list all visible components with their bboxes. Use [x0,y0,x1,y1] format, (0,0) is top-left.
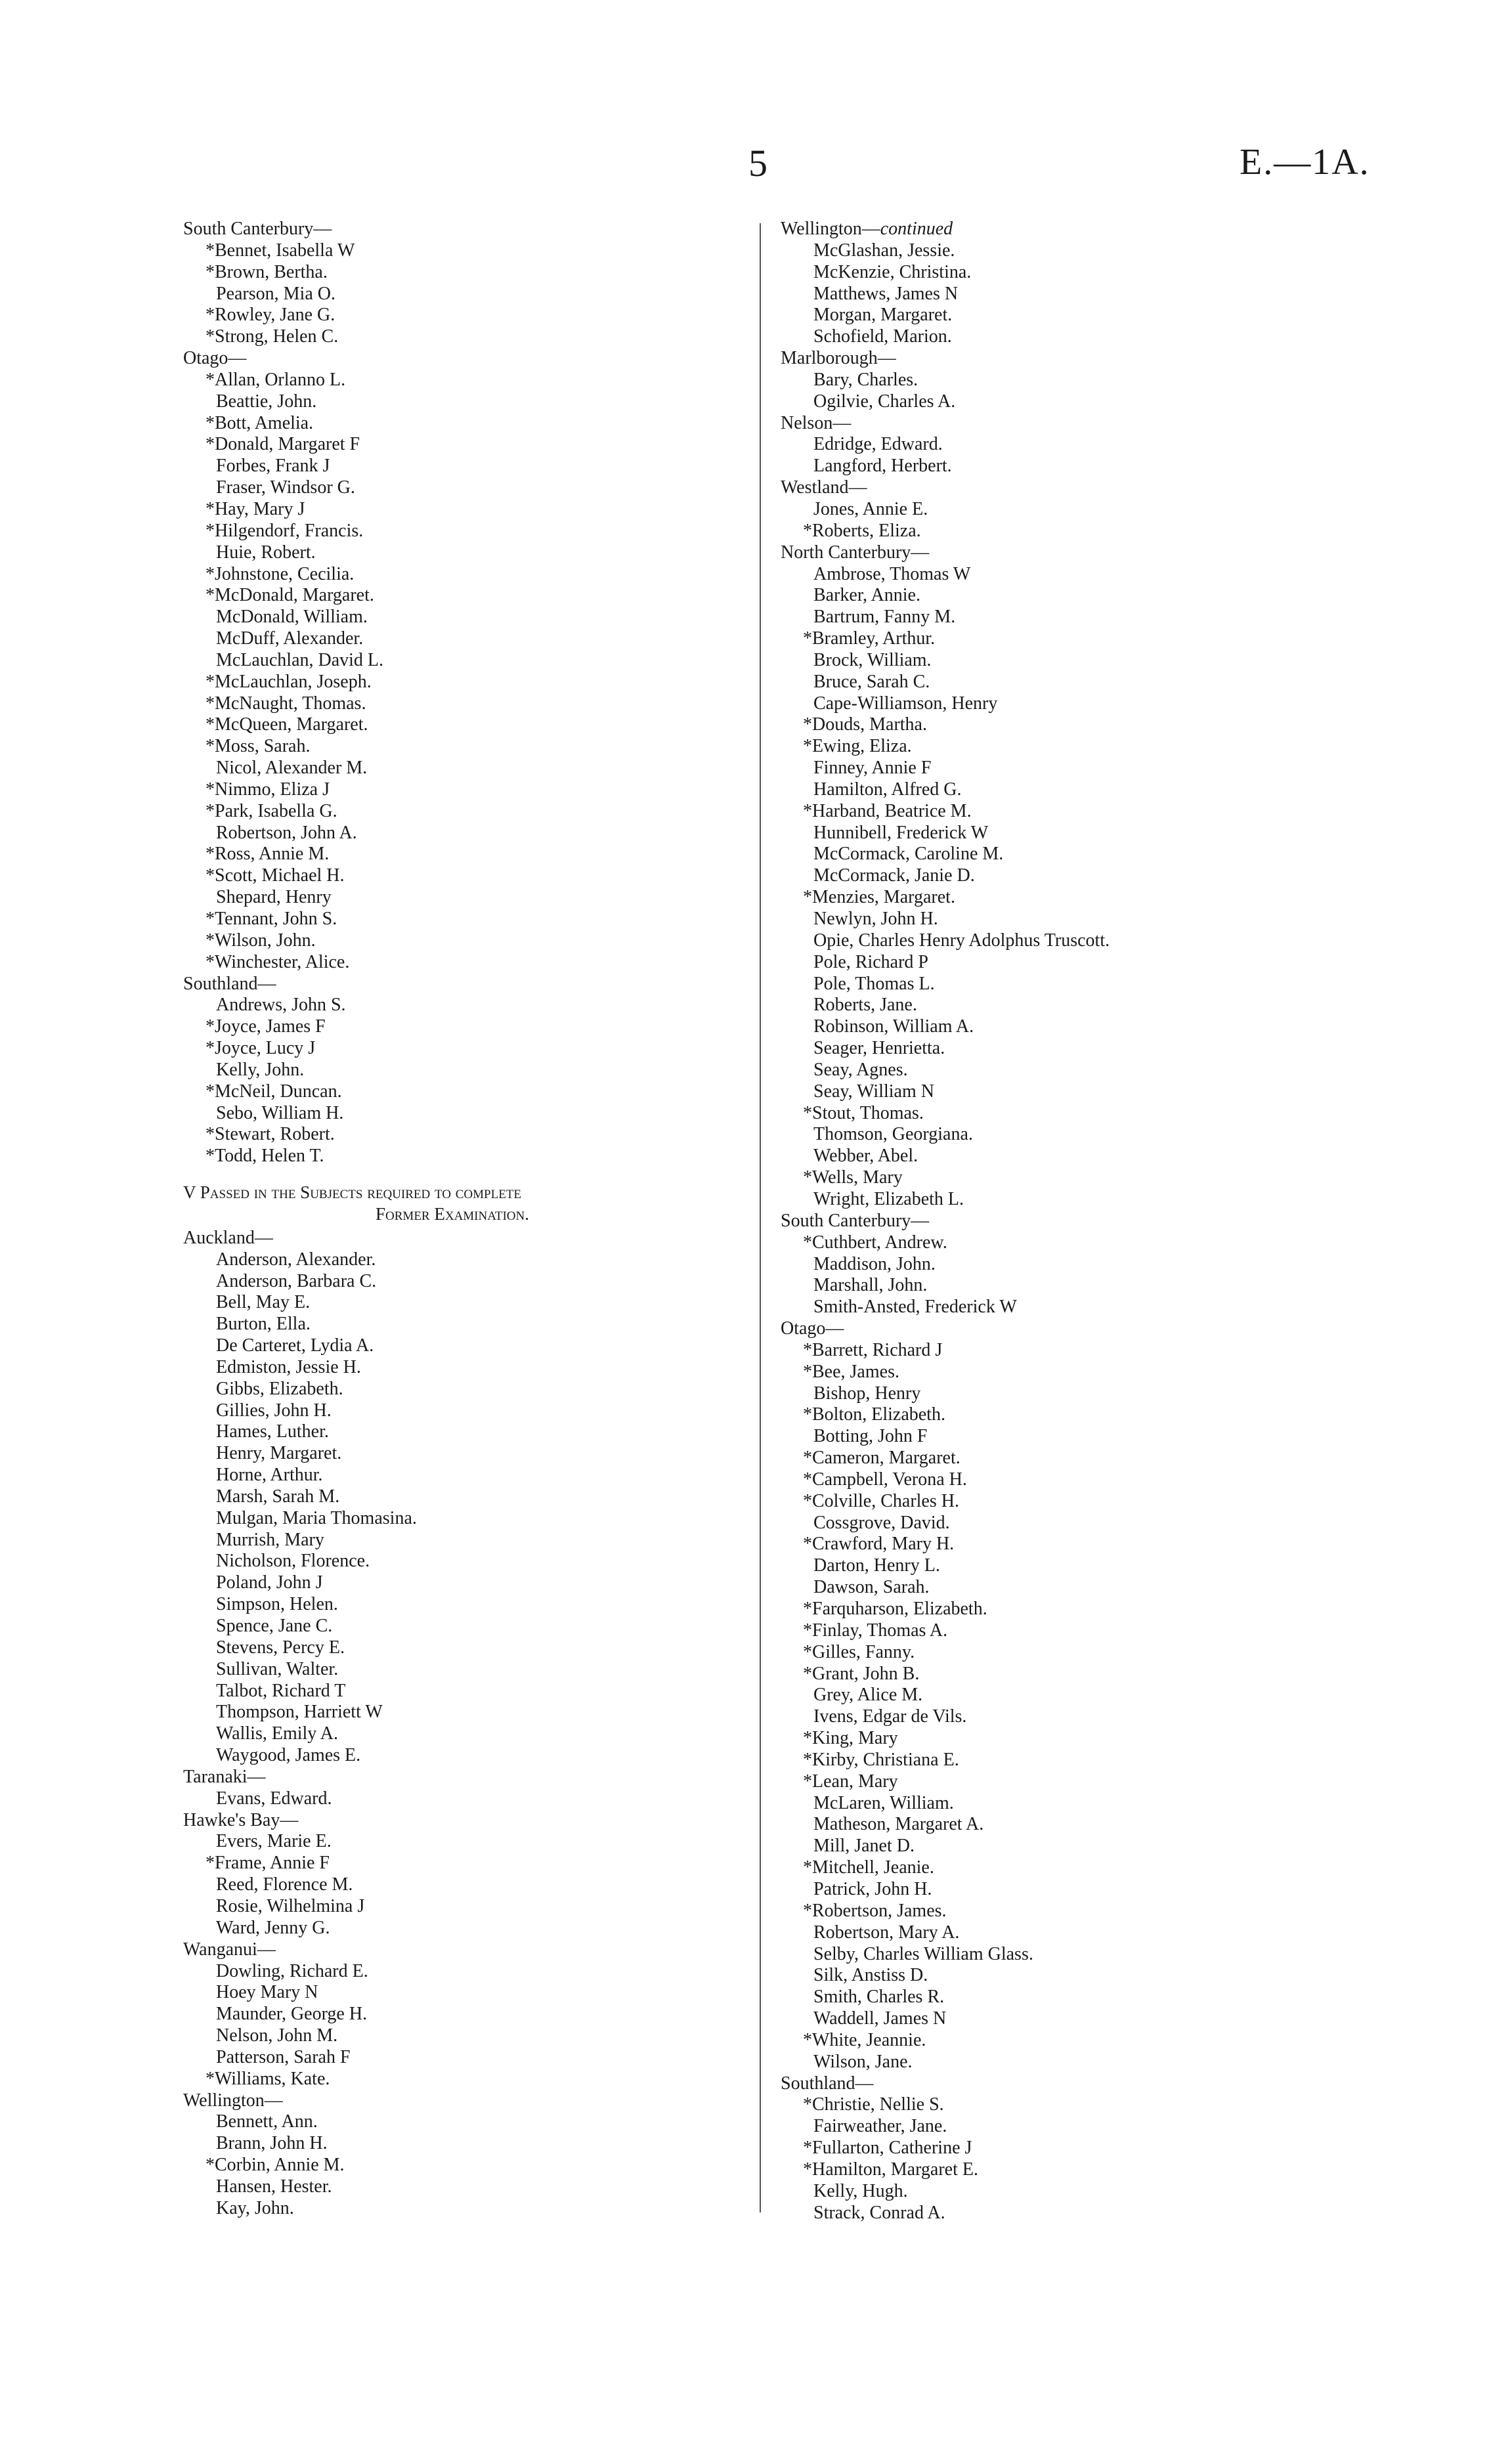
list-item: Evans, Edward. [216,1788,332,1809]
list-item: Fraser, Windsor G. [216,477,355,498]
list-item: Waddell, James N [813,2008,947,2029]
region-heading: Otago— [781,1318,844,1339]
list-item: *Park, Isabella G. [205,800,337,821]
list-item: *Johnstone, Cecilia. [205,563,355,584]
list-item: De Carteret, Lydia A. [216,1335,374,1356]
list-item: *Donald, Margaret F [205,434,360,455]
list-item: Marsh, Sarah M. [216,1486,340,1507]
list-item: Bruce, Sarah C. [813,671,930,692]
list-item: Maddison, John. [813,1253,936,1274]
list-item: Nicol, Alexander M. [216,758,368,779]
list-item: Patrick, John H. [813,1878,932,1899]
list-item: *Bennet, Isabella W [205,240,355,261]
list-item: *Finlay, Thomas A. [803,1620,948,1641]
list-item: Sebo, William H. [216,1102,344,1123]
list-item: *Allan, Orlanno L. [205,369,346,390]
list-item: Brock, William. [813,649,932,670]
list-item: *Hilgendorf, Francis. [205,520,364,541]
list-item: Robertson, John A. [216,822,357,843]
list-item: Dowling, Richard E. [216,1960,368,1981]
list-item: *Corbin, Annie M. [205,2155,345,2176]
list-item: Pole, Richard P [813,951,928,972]
list-item: *Roberts, Eliza. [803,520,921,541]
list-item: Anderson, Barbara C. [216,1270,377,1291]
list-item: *Colville, Charles H. [803,1490,959,1511]
list-item: Evers, Marie E. [216,1831,332,1852]
region-heading: South Canterbury— [781,1210,930,1231]
list-item: *McDonald, Margaret. [205,585,374,606]
list-item: Schofield, Marion. [813,326,952,347]
list-item: Silk, Anstiss D. [813,1965,928,1986]
list-item: Spence, Jane C. [216,1616,333,1636]
list-item: *Grant, John B. [803,1663,920,1684]
list-item: Patterson, Sarah F [216,2046,351,2067]
list-item: *McNaught, Thomas. [205,693,366,714]
region-heading: Otago— [183,348,247,369]
region-heading: Southland— [781,2073,874,2094]
list-item: Bary, Charles. [813,369,918,390]
list-item: *Brown, Bertha. [205,261,328,282]
list-item: Smith, Charles R. [813,1987,945,2008]
list-item: *Stewart, Robert. [205,1124,335,1145]
list-item: Forbes, Frank J [216,456,330,477]
list-item: Andrews, John S. [216,995,346,1016]
region-heading: North Canterbury— [781,542,930,563]
list-item: Gillies, John H. [216,1400,332,1421]
list-item: Cossgrove, David. [813,1512,950,1533]
list-item: *Robertson, James. [803,1900,947,1921]
list-item: Marshall, John. [813,1275,928,1296]
list-item: Selby, Charles William Glass. [813,1943,1033,1964]
list-item: Hamilton, Alfred G. [813,779,962,800]
list-item: *Harband, Beatrice M. [803,800,972,821]
list-item: Bishop, Henry [813,1383,921,1404]
list-item: Huie, Robert. [216,542,316,563]
list-item: *Tennant, John S. [205,909,337,929]
list-item: Barker, Annie. [813,585,920,606]
list-item: *McQueen, Margaret. [205,714,368,735]
list-item: *Bott, Amelia. [205,412,314,433]
list-item: Fairweather, Jane. [813,2116,947,2137]
left-column [183,219,741,2220]
region-heading: Southland— [183,973,276,994]
list-item: Shepard, Henry [216,887,332,908]
list-item: Matthews, James N [813,283,959,304]
list-item: Maunder, George H. [216,2004,368,2025]
list-item: Smith-Ansted, Frederick W [813,1297,1017,1318]
list-item: Hoey Mary N [216,1982,318,2003]
list-item: *Hamilton, Margaret E. [803,2159,978,2180]
list-item: *Farquharson, Elizabeth. [803,1599,987,1619]
list-item: Kelly, John. [216,1059,305,1080]
region-heading: Auckland— [183,1227,273,1248]
continued-label: continued [880,219,953,239]
list-item: *Bee, James. [803,1361,899,1382]
list-item: Pearson, Mia O. [216,283,335,304]
list-item: Rosie, Wilhelmina J [216,1895,365,1916]
list-item: Finney, Annie F [813,758,932,779]
list-item: McKenzie, Christina. [813,261,972,282]
list-item: Reed, Florence M. [216,1874,353,1895]
list-item: Darton, Henry L. [813,1555,940,1576]
list-item: Horne, Arthur. [216,1465,323,1486]
list-item: Seager, Henrietta. [813,1038,945,1059]
document-reference: E.—1A. [1240,142,1370,183]
list-item: Bell, May E. [216,1292,311,1313]
list-item: *Cuthbert, Andrew. [803,1232,947,1253]
list-item: *McNeil, Duncan. [205,1081,342,1102]
list-item: Murrish, Mary [216,1529,324,1550]
region-heading: Taranaki— [183,1766,266,1787]
list-item: Strack, Conrad A. [813,2202,945,2223]
right-column [781,219,1372,2224]
list-item: *Douds, Martha. [803,714,927,735]
list-item: Nelson, John M. [216,2025,338,2046]
list-item: Langford, Herbert. [813,456,952,477]
list-item: Matheson, Margaret A. [813,1814,984,1835]
list-item: *Joyce, Lucy J [205,1038,316,1059]
list-item: Simpson, Helen. [216,1594,338,1615]
region-heading: Westland— [781,477,867,498]
list-item: Thompson, Harriett W [216,1702,383,1723]
list-item: *Moss, Sarah. [205,736,311,757]
list-item: McLaren, William. [813,1792,954,1813]
list-item: Dawson, Sarah. [813,1577,930,1598]
list-item: *Lean, Mary [803,1771,898,1792]
region-heading: South Canterbury— [183,219,332,239]
list-item: Wilson, Jane. [813,2051,913,2072]
list-item: McCormack, Janie D. [813,865,975,886]
list-item: *Stout, Thomas. [803,1102,924,1123]
list-item: Seay, Agnes. [813,1059,908,1080]
list-item: Roberts, Jane. [813,995,917,1016]
list-item: *Ross, Annie M. [205,844,330,865]
list-item: *Hay, Mary J [205,498,305,519]
list-item: McDonald, William. [216,607,368,628]
list-item: *Frame, Annie F [205,1853,330,1874]
list-item: Mulgan, Maria Thomasina. [216,1507,417,1528]
list-item: *Strong, Helen C. [205,326,339,347]
list-item: *Menzies, Margaret. [803,887,955,908]
list-item: *Fullarton, Catherine J [803,2138,972,2159]
list-item: *Kirby, Christiana E. [803,1749,959,1770]
region-heading: Marlborough— [781,348,896,369]
list-item: Botting, John F [813,1426,928,1447]
list-item: Wallis, Emily A. [216,1723,338,1744]
section-heading [183,1182,722,1225]
region-heading: Wellington—continued [781,219,953,239]
region-heading: Nelson— [781,412,852,433]
left-name-list [183,219,741,1167]
list-item: Burton, Ella. [216,1314,311,1335]
list-item: Henry, Margaret. [216,1443,342,1464]
column-divider [760,223,761,2212]
list-item: Anderson, Alexander. [216,1249,376,1270]
list-item: *White, Jeannie. [803,2029,926,2050]
list-item: Nicholson, Florence. [216,1551,370,1572]
list-item: Wright, Elizabeth L. [813,1188,964,1209]
right-name-list [781,219,1372,2224]
list-item: McDuff, Alexander. [216,628,364,649]
list-item: Jones, Annie E. [813,498,928,519]
list-item: Morgan, Margaret. [813,305,953,326]
section-heading-line-2: Former Examination. [376,1203,529,1224]
list-item: *Nimmo, Eliza J [205,779,330,800]
list-item: Bartrum, Fanny M. [813,607,956,628]
list-item: *Crawford, Mary H. [803,1534,955,1555]
list-item: Ogilvie, Charles A. [813,391,956,412]
list-item: Robinson, William A. [813,1016,974,1037]
list-item: Gibbs, Elizabeth. [216,1378,343,1399]
list-item: Edridge, Edward. [813,434,943,455]
list-item: *Wilson, John. [205,930,316,951]
region-heading: Wellington— [183,2090,283,2111]
list-item: Ward, Jenny G. [216,1917,330,1938]
list-item: *Rowley, Jane G. [205,305,335,326]
list-item: Pole, Thomas L. [813,973,935,994]
list-item: *McLauchlan, Joseph. [205,671,372,692]
list-item: *Barrett, Richard J [803,1339,943,1360]
list-item: *Winchester, Alice. [205,951,350,972]
region-heading: Wanganui— [183,1939,276,1960]
list-item: Kelly, Hugh. [813,2180,908,2201]
list-item: Hames, Luther. [216,1421,329,1442]
list-item: Ivens, Edgar de Vils. [813,1706,967,1727]
list-item: Poland, John J [216,1572,323,1593]
list-item: Bennett, Ann. [216,2111,318,2132]
list-item: *King, Mary [803,1728,898,1749]
list-item: Webber, Abel. [813,1146,918,1167]
list-item: Mill, Janet D. [813,1836,915,1857]
list-item: *Gilles, Fanny. [803,1641,915,1662]
list-item: *Bramley, Arthur. [803,628,936,649]
list-item: McCormack, Caroline M. [813,844,1004,865]
list-item: Hansen, Hester. [216,2176,332,2197]
list-item: *Williams, Kate. [205,2068,330,2089]
list-item: Thomson, Georgiana. [813,1124,973,1145]
list-item: Beattie, John. [216,391,317,412]
list-item: Seay, William N [813,1081,934,1102]
list-item: Grey, Alice M. [813,1685,923,1706]
list-item: Opie, Charles Henry Adolphus Truscott. [813,930,1110,951]
list-item: Edmiston, Jessie H. [216,1356,361,1377]
region-heading: Hawke's Bay— [183,1809,299,1830]
list-item: Ambrose, Thomas W [813,563,971,584]
list-item: Robertson, Mary A. [813,1922,960,1943]
list-item: *Campbell, Verona H. [803,1469,967,1490]
list-item: Waygood, James E. [216,1745,361,1766]
list-item: *Cameron, Margaret. [803,1448,961,1469]
list-item: Stevens, Percy E. [216,1637,345,1658]
list-item: Kay, John. [216,2197,294,2218]
list-item: McLauchlan, David L. [216,649,384,670]
list-item: *Todd, Helen T. [205,1146,324,1167]
list-item: Newlyn, John H. [813,909,938,929]
page-number: 5 [748,142,767,184]
list-item: *Mitchell, Jeanie. [803,1857,934,1878]
list-item: *Wells, Mary [803,1167,903,1188]
list-item: Cape-Williamson, Henry [813,693,998,714]
list-item: *Joyce, James F [205,1016,326,1037]
list-item: *Ewing, Eliza. [803,736,912,757]
list-item: Sullivan, Walter. [216,1658,339,1679]
list-item: Brann, John H. [216,2133,328,2154]
list-item: *Bolton, Elizabeth. [803,1404,945,1425]
list-item: McGlashan, Jessie. [813,240,955,261]
section-heading-line-1: V Passed in the Subjects required to complete [183,1182,522,1203]
left-name-list-after-heading [183,1228,741,2220]
list-item: *Christie, Nellie S. [803,2094,944,2115]
list-item: *Scott, Michael H. [205,865,345,886]
list-item: Hunnibell, Frederick W [813,822,989,843]
list-item: Talbot, Richard T [216,1680,346,1701]
